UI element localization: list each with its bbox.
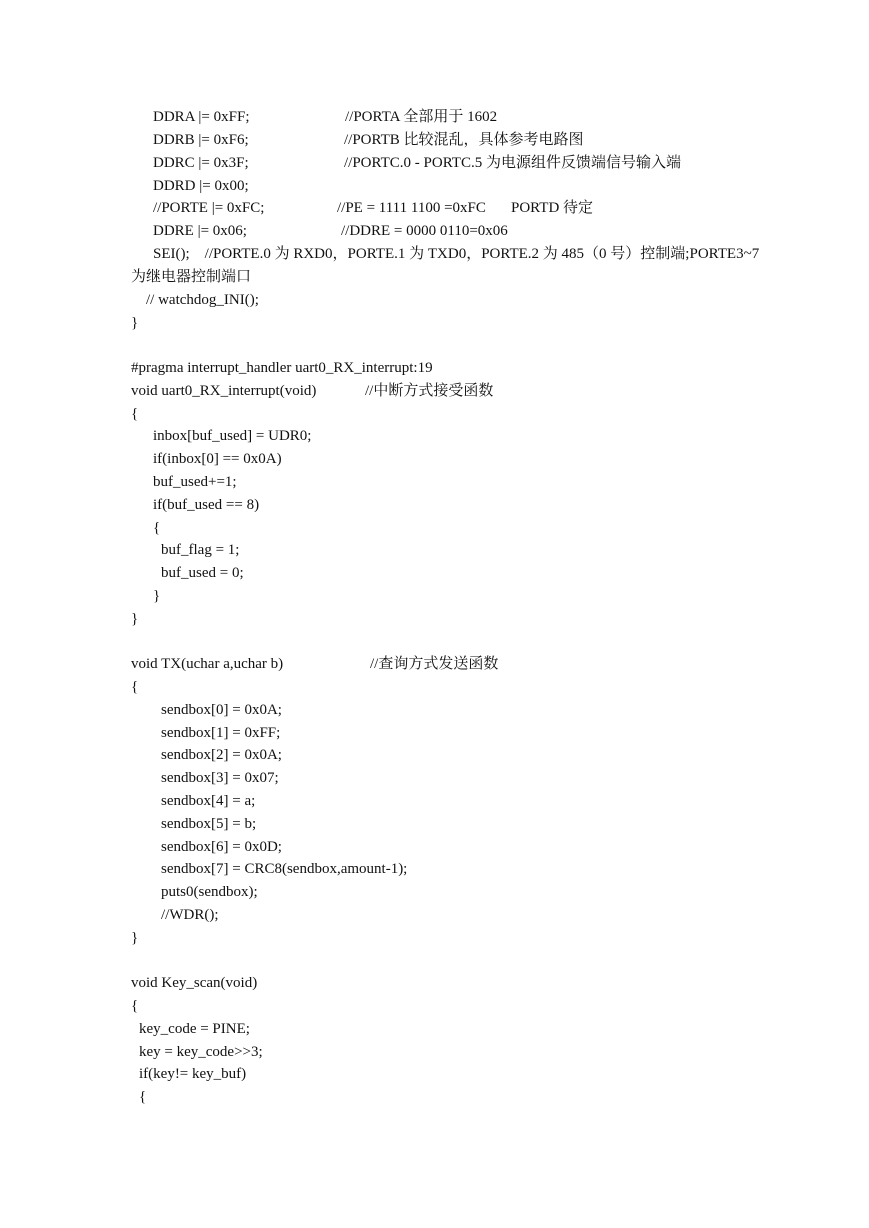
code-line: void TX(uchar a,uchar b) [131, 656, 284, 672]
code-comment: PORTD 待定 [511, 200, 594, 216]
code-comment: //PE = 1111 1100 =0xFC [337, 200, 486, 216]
code-line: void uart0_RX_interrupt(void) [131, 383, 317, 399]
code-line: DDRB |= 0xF6; [153, 132, 249, 148]
code-line: buf_used+=1; [153, 474, 237, 490]
code-line: { [131, 406, 139, 422]
code-line: } [131, 930, 139, 946]
code-line: } [153, 588, 161, 604]
code-line: void Key_scan(void) [131, 975, 258, 991]
code-line: #pragma interrupt_handler uart0_RX_interrupt:19 [131, 360, 433, 376]
code-line: buf_flag = 1; [161, 542, 240, 558]
code-comment: //PORTB 比较混乱，具体参考电路图 [344, 132, 584, 148]
code-line: sendbox[4] = a; [161, 793, 256, 809]
code-line: if(inbox[0] == 0x0A) [153, 451, 282, 467]
code-line: // watchdog_INI(); [146, 292, 259, 308]
code-line: 为继电器控制端口 [131, 269, 252, 285]
code-line: sendbox[5] = b; [161, 816, 257, 832]
code-line: sendbox[3] = 0x07; [161, 770, 279, 786]
code-line: SEI(); //PORTE.0 为 RXD0，PORTE.1 为 TXD0，PORTE.2 为 485（0 号）控制端;PORTE3~7 [153, 246, 760, 262]
code-line: { [153, 520, 161, 536]
code-line: sendbox[0] = 0x0A; [161, 702, 282, 718]
code-line: { [131, 998, 139, 1014]
code-line: puts0(sendbox); [161, 884, 258, 900]
code-line: sendbox[6] = 0x0D; [161, 839, 282, 855]
code-line: } [131, 315, 139, 331]
code-comment: //DDRE = 0000 0110=0x06 [341, 223, 508, 239]
code-comment: //PORTA 全部用于 1602 [345, 109, 498, 125]
code-line: //PORTE |= 0xFC; [153, 200, 265, 216]
code-line: sendbox[7] = CRC8(sendbox,amount-1); [161, 861, 408, 877]
code-line: DDRA |= 0xFF; [153, 109, 250, 125]
code-line: key_code = PINE; [139, 1021, 250, 1037]
code-line: if(buf_used == 8) [153, 497, 260, 513]
code-line: inbox[buf_used] = UDR0; [153, 428, 312, 444]
code-line: { [139, 1089, 147, 1105]
code-comment: //PORTC.0 - PORTC.5 为电源组件反馈端信号输入端 [344, 155, 681, 171]
code-line: sendbox[2] = 0x0A; [161, 747, 282, 763]
code-line: DDRD |= 0x00; [153, 178, 249, 194]
code-line: //WDR(); [161, 907, 219, 923]
code-line: DDRC |= 0x3F; [153, 155, 249, 171]
code-comment: //中断方式接受函数 [365, 383, 494, 399]
code-line: DDRE |= 0x06; [153, 223, 247, 239]
code-line: key = key_code>>3; [139, 1044, 263, 1060]
code-line: } [131, 611, 139, 627]
code-line: if(key!= key_buf) [139, 1066, 247, 1082]
code-line: buf_used = 0; [161, 565, 244, 581]
code-comment: //查询方式发送函数 [370, 656, 499, 672]
code-line: { [131, 679, 139, 695]
code-line: sendbox[1] = 0xFF; [161, 725, 281, 741]
